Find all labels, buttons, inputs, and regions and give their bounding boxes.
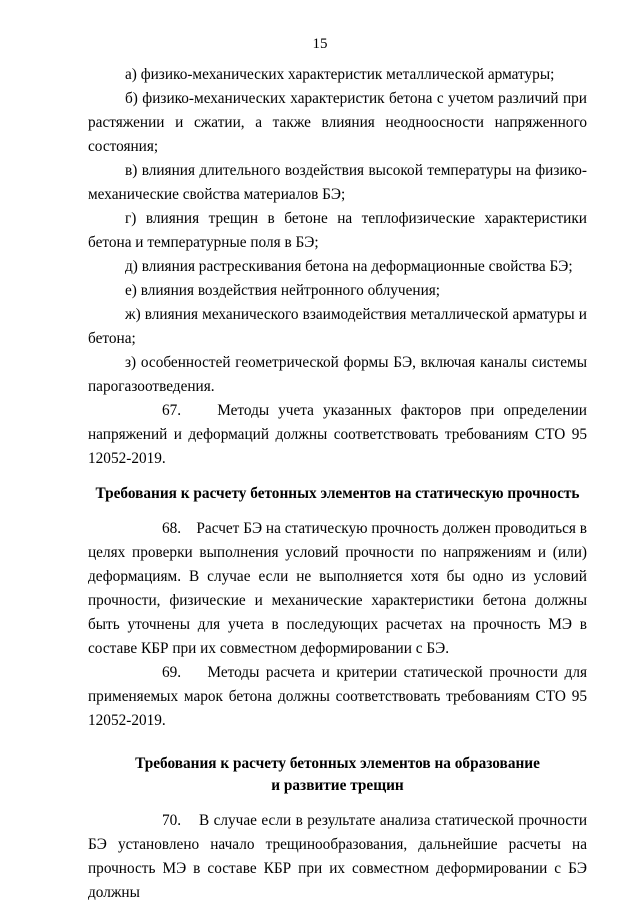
paragraph-67 bbox=[88, 399, 587, 471]
paragraph-69 bbox=[88, 661, 587, 733]
page-number: 15 bbox=[312, 36, 328, 52]
list-item: з) особенностей геометрической формы БЭ, включая каналы системы парогазоотведения. bbox=[88, 354, 587, 395]
list-item: г) влияния трещин в бетоне на теплофизические характеристики бетона и температурные поля в БЭ; bbox=[88, 210, 587, 251]
document-body bbox=[88, 63, 587, 905]
paragraph-text: Методы расчета и критерии статической прочности для применяемых марок бетона должны соответствовать требованиям СТО 95 12052-2019. bbox=[88, 664, 587, 729]
list-item: а) физико-механических характеристик металлической арматуры; bbox=[125, 66, 555, 83]
section-heading-static-strength: Требования к расчету бетонных элементов на статическую прочность bbox=[95, 485, 580, 502]
paragraph-text: Методы учета указанных факторов при определении напряжений и деформаций должны соответствовать требованиям СТО 95 12052-2019. bbox=[88, 402, 587, 467]
paragraph-number: 70. bbox=[162, 812, 182, 829]
list-item: е) влияния воздействия нейтронного облучения; bbox=[125, 282, 441, 299]
paragraph-number: 69. bbox=[162, 664, 182, 681]
paragraph-70 bbox=[88, 809, 587, 905]
list-item: д) влияния растрескивания бетона на деформационные свойства БЭ; bbox=[125, 258, 573, 275]
paragraph-number: 68. bbox=[162, 520, 182, 537]
list-item: ж) влияния механического взаимодействия металлической арматуры и бетона; bbox=[88, 306, 587, 347]
paragraph-68 bbox=[88, 517, 587, 661]
paragraph-number: 67. bbox=[162, 402, 182, 419]
paragraph-text: Расчет БЭ на статическую прочность должен проводиться в целях проверки выполнения условий прочности по напряжениям и (или) деформациям. В случае если не выполняется хотя бы одно из условий прочности, физические и механические характеристики бетона должны быть уточнены для учета в последующих расчетах на прочность МЭ в составе КБР при их совместном деформировании с БЭ. bbox=[88, 520, 588, 657]
list-item: в) влияния длительного воздействия высокой температуры на физико-механические свойства материалов БЭ; bbox=[88, 162, 587, 203]
paragraph-text: В случае если в результате анализа статической прочности БЭ установлено начало трещинообразования, дальнейшие расчеты на прочность МЭ в составе КБР при их совместном деформировании с БЭ должны bbox=[88, 812, 588, 901]
list-item: б) физико-механических характеристик бетона с учетом различий при растяжении и сжатии, а также влияния неодноосности напряженного состояния; bbox=[88, 90, 587, 155]
heading-line: Требования к расчету бетонных элементов на образование bbox=[135, 755, 540, 772]
heading-line: и развитие трещин bbox=[271, 777, 404, 794]
section-heading-cracking bbox=[88, 753, 587, 797]
